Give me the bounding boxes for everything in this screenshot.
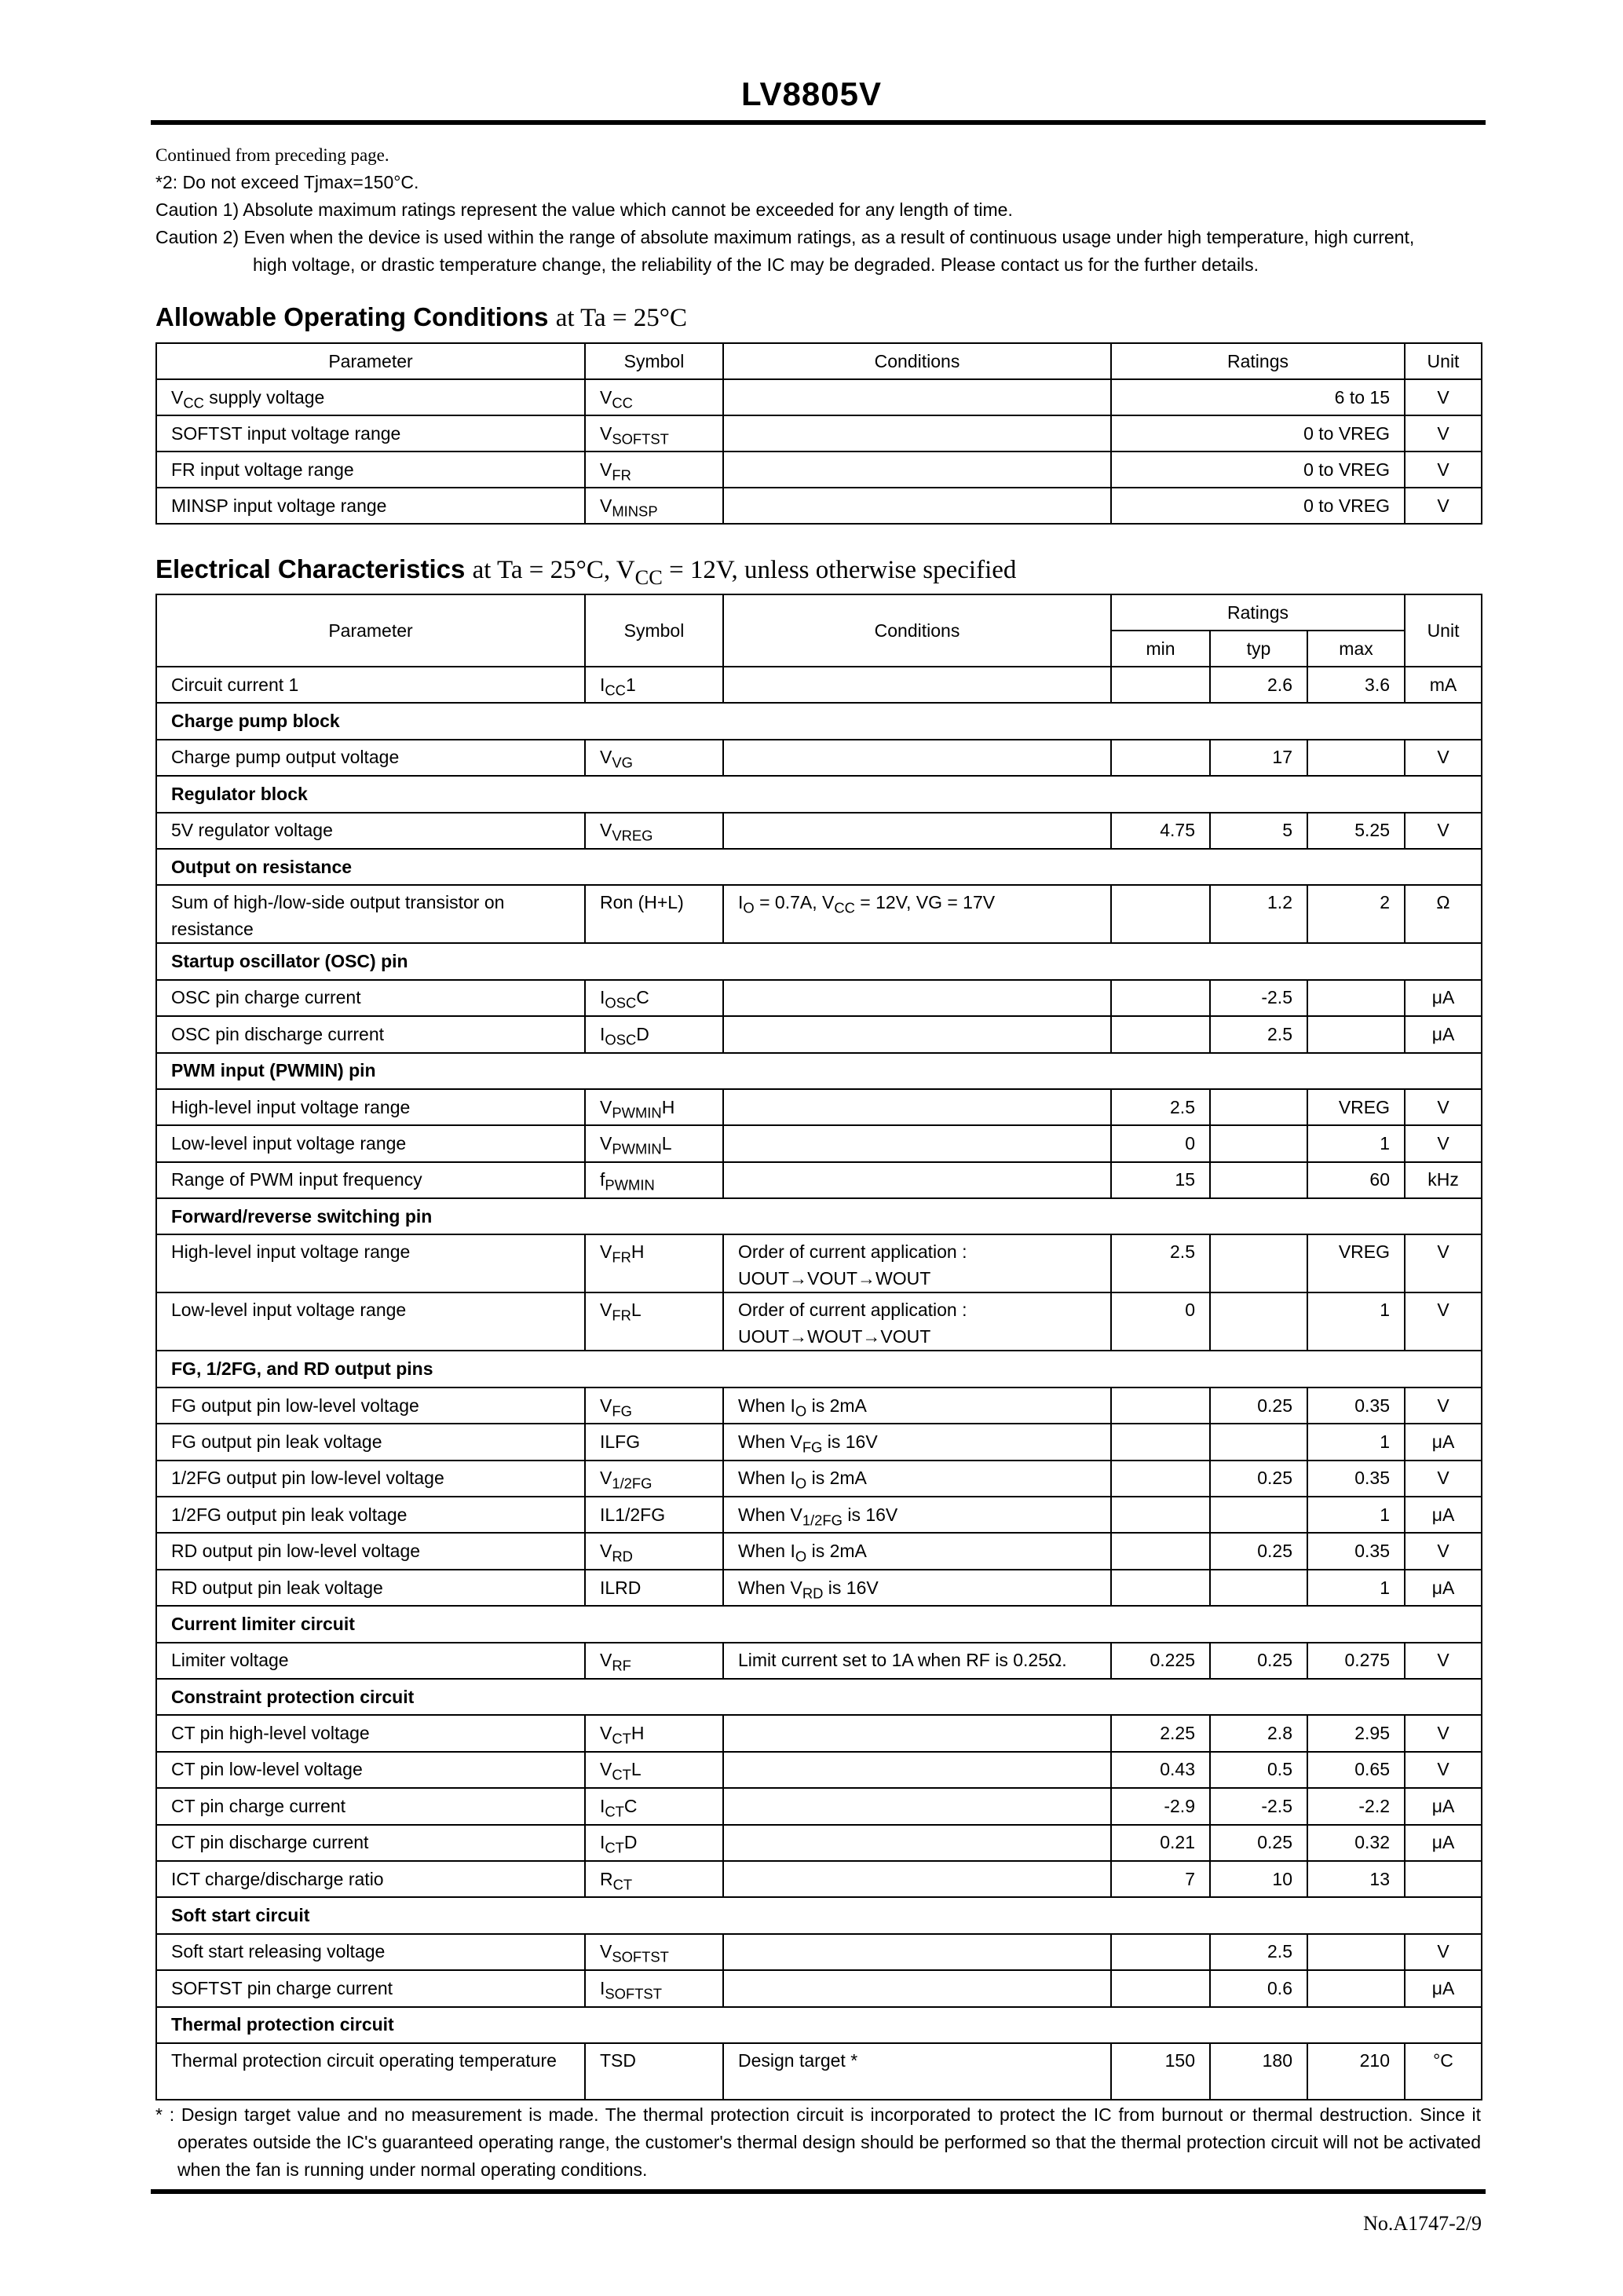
cell-cond xyxy=(723,1125,1111,1161)
cell-max: 1 xyxy=(1307,1292,1405,1351)
cell-cond xyxy=(723,379,1111,415)
cell-unit: V xyxy=(1405,1934,1482,1970)
cell-unit: μA xyxy=(1405,1497,1482,1533)
cell-cond xyxy=(723,452,1111,488)
cell-min: 0 xyxy=(1111,1292,1210,1351)
section-title: Current limiter circuit xyxy=(156,1606,1482,1642)
cell-cond xyxy=(723,1162,1111,1198)
cell-param: 1/2FG output pin leak voltage xyxy=(156,1497,585,1533)
cell-unit: μA xyxy=(1405,980,1482,1016)
table-row xyxy=(156,1715,1482,1751)
cell-min xyxy=(1111,1497,1210,1533)
cell-symbol: Ron (H+L) xyxy=(585,885,723,943)
cell-max: 1 xyxy=(1307,1424,1405,1460)
cell-param: CT pin low-level voltage xyxy=(156,1752,585,1788)
cell-typ xyxy=(1210,1292,1307,1351)
cell-symbol: $V_{SOFTST}$ xyxy=(585,1934,723,1970)
cell-cond xyxy=(723,1715,1111,1751)
cell-cond: When $I_O$ is 2mA xyxy=(723,1533,1111,1569)
cell-symbol: $I_{CT}C$ xyxy=(585,1788,723,1824)
allowable-header-ratings: Ratings xyxy=(1111,343,1405,379)
cell-min xyxy=(1111,1570,1210,1606)
section-row xyxy=(156,1606,1482,1642)
section-title: Forward/reverse switching pin xyxy=(156,1198,1482,1234)
table-row xyxy=(156,980,1482,1016)
table-row xyxy=(156,1089,1482,1125)
cell-symbol: $R_{CT}$ xyxy=(585,1861,723,1897)
allowable-heading-title: Allowable Operating Conditions xyxy=(155,302,549,331)
cell-min: -2.9 xyxy=(1111,1788,1210,1824)
section-title: FG, 1/2FG, and RD output pins xyxy=(156,1351,1482,1387)
header-rule xyxy=(151,120,1486,125)
cell-unit: μA xyxy=(1405,1016,1482,1052)
footnote-text: * : Design target value and no measurement is made. The thermal protection circuit is incorporated to protect the IC from burnout or thermal destruction. Since it operates outside the IC's guaranteed operating range, the customer's thermal design should be performed so that the thermal protection circuit will not be activated when the fan is running under normal operating conditions. xyxy=(155,2104,1481,2180)
section-row xyxy=(156,1351,1482,1387)
cell-param: $V_{CC}$ supply voltage xyxy=(156,379,585,415)
table-row xyxy=(156,415,1482,452)
cell-typ: -2.5 xyxy=(1210,1788,1307,1824)
cell-max: 0.32 xyxy=(1307,1825,1405,1861)
section-title: Regulator block xyxy=(156,776,1482,812)
table-row xyxy=(156,1570,1482,1606)
cell-unit: μA xyxy=(1405,1424,1482,1460)
cell-typ: 2.5 xyxy=(1210,1934,1307,1970)
cell-symbol: $f_{PWMIN}$ xyxy=(585,1162,723,1198)
cell-param: RD output pin leak voltage xyxy=(156,1570,585,1606)
cell-param: SOFTST input voltage range xyxy=(156,415,585,452)
table-row xyxy=(156,1825,1482,1861)
cell-max: 0.35 xyxy=(1307,1533,1405,1569)
cell-unit: mA xyxy=(1405,667,1482,703)
cell-typ: 2.5 xyxy=(1210,1016,1307,1052)
cell-unit: V xyxy=(1405,452,1482,488)
caution-1: Caution 1) Absolute maximum ratings represent the value which cannot be exceeded for any length of time. xyxy=(155,199,1013,220)
cell-max: 60 xyxy=(1307,1162,1405,1198)
section-row xyxy=(156,703,1482,739)
cell-param: CT pin charge current xyxy=(156,1788,585,1824)
cell-max: 2 xyxy=(1307,885,1405,943)
cell-min xyxy=(1111,1387,1210,1424)
table-row xyxy=(156,1387,1482,1424)
table-row xyxy=(156,1162,1482,1198)
cell-symbol: $V_{FG}$ xyxy=(585,1387,723,1424)
notes-block xyxy=(155,141,1490,279)
cell-cond xyxy=(723,1934,1111,1970)
header-ratings: Ratings xyxy=(1111,594,1405,631)
table-row xyxy=(156,1752,1482,1788)
cell-max xyxy=(1307,1970,1405,2006)
cell-typ xyxy=(1210,1234,1307,1292)
cell-param: Thermal protection circuit operating temperature xyxy=(156,2043,585,2100)
cell-symbol: $V_{PWMIN}H$ xyxy=(585,1089,723,1125)
section-row xyxy=(156,943,1482,979)
cell-cond xyxy=(723,667,1111,703)
cell-min: 0.43 xyxy=(1111,1752,1210,1788)
cell-min: 4.75 xyxy=(1111,813,1210,849)
table-row xyxy=(156,740,1482,776)
cell-symbol: $I_{OSC}C$ xyxy=(585,980,723,1016)
header-symbol: Symbol xyxy=(585,594,723,667)
cell-cond xyxy=(723,1788,1111,1824)
section-title: Constraint protection circuit xyxy=(156,1679,1482,1715)
cell-typ xyxy=(1210,1162,1307,1198)
cell-symbol: $I_{OSC}D$ xyxy=(585,1016,723,1052)
cell-unit: V xyxy=(1405,813,1482,849)
cell-unit: V xyxy=(1405,1292,1482,1351)
cell-max xyxy=(1307,980,1405,1016)
cell-typ: 0.25 xyxy=(1210,1533,1307,1569)
section-title: Output on resistance xyxy=(156,849,1482,885)
cell-typ xyxy=(1210,1497,1307,1533)
cell-unit: V xyxy=(1405,740,1482,776)
cell-rating: 0 to VREG xyxy=(1111,415,1405,452)
cell-rating: 6 to 15 xyxy=(1111,379,1405,415)
table-row xyxy=(156,1934,1482,1970)
cell-symbol: $V_{PWMIN}L$ xyxy=(585,1125,723,1161)
cell-min: 0 xyxy=(1111,1125,1210,1161)
section-title: Thermal protection circuit xyxy=(156,2007,1482,2043)
table-row xyxy=(156,2043,1482,2100)
allowable-table xyxy=(155,342,1482,525)
section-row xyxy=(156,1679,1482,1715)
cell-symbol: ILRD xyxy=(585,1570,723,1606)
cell-max xyxy=(1307,740,1405,776)
cell-unit: V xyxy=(1405,1089,1482,1125)
cell-typ: 0.25 xyxy=(1210,1825,1307,1861)
cell-symbol: TSD xyxy=(585,2043,723,2100)
cell-param: MINSP input voltage range xyxy=(156,488,585,524)
section-row xyxy=(156,1198,1482,1234)
table-row xyxy=(156,1533,1482,1569)
section-title: Soft start circuit xyxy=(156,1897,1482,1933)
cell-symbol: $V_{SOFTST}$ xyxy=(585,415,723,452)
cell-unit: μA xyxy=(1405,1825,1482,1861)
section-row xyxy=(156,1897,1482,1933)
section-row xyxy=(156,1053,1482,1089)
cell-min xyxy=(1111,885,1210,943)
header-unit: Unit xyxy=(1405,594,1482,667)
cell-max: 210 xyxy=(1307,2043,1405,2100)
table-row xyxy=(156,1016,1482,1052)
cell-max: 0.35 xyxy=(1307,1387,1405,1424)
continued-note: Continued from preceding page. xyxy=(155,145,389,165)
cell-unit: μA xyxy=(1405,1788,1482,1824)
section-title: Charge pump block xyxy=(156,703,1482,739)
cell-param: High-level input voltage range xyxy=(156,1234,585,1292)
cell-typ: 180 xyxy=(1210,2043,1307,2100)
cell-unit: V xyxy=(1405,379,1482,415)
cell-typ: -2.5 xyxy=(1210,980,1307,1016)
cell-unit: kHz xyxy=(1405,1162,1482,1198)
cell-typ xyxy=(1210,1570,1307,1606)
cell-symbol: $I_{CC}1$ xyxy=(585,667,723,703)
cell-min xyxy=(1111,1461,1210,1497)
cell-symbol: $I_{SOFTST}$ xyxy=(585,1970,723,2006)
cell-param: Circuit current 1 xyxy=(156,667,585,703)
cell-cond xyxy=(723,488,1111,524)
cell-max: 0.275 xyxy=(1307,1643,1405,1679)
table-row xyxy=(156,379,1482,415)
cell-max: VREG xyxy=(1307,1089,1405,1125)
allowable-header-conditions: Conditions xyxy=(723,343,1111,379)
cell-unit: V xyxy=(1405,1752,1482,1788)
cell-rating: 0 to VREG xyxy=(1111,452,1405,488)
cell-symbol: $V_{FR}H$ xyxy=(585,1234,723,1292)
cell-max: 3.6 xyxy=(1307,667,1405,703)
cell-param: FG output pin low-level voltage xyxy=(156,1387,585,1424)
cell-min: 15 xyxy=(1111,1162,1210,1198)
cell-cond xyxy=(723,1825,1111,1861)
table-row xyxy=(156,1643,1482,1679)
cell-cond xyxy=(723,980,1111,1016)
cell-typ: 10 xyxy=(1210,1861,1307,1897)
cell-min xyxy=(1111,1424,1210,1460)
allowable-heading xyxy=(155,302,687,333)
cell-min xyxy=(1111,740,1210,776)
cell-max: 0.65 xyxy=(1307,1752,1405,1788)
table-row xyxy=(156,1461,1482,1497)
cell-min xyxy=(1111,1970,1210,2006)
page-title: LV8805V xyxy=(741,75,882,112)
allowable-header-parameter: Parameter xyxy=(156,343,585,379)
allowable-header-symbol: Symbol xyxy=(585,343,723,379)
cell-param: CT pin discharge current xyxy=(156,1825,585,1861)
cell-typ xyxy=(1210,1424,1307,1460)
cell-cond: When $I_O$ is 2mA xyxy=(723,1461,1111,1497)
cell-min: 2.25 xyxy=(1111,1715,1210,1751)
cell-symbol: $V_{FR}$ xyxy=(585,452,723,488)
cell-param: FG output pin leak voltage xyxy=(156,1424,585,1460)
electrical-table xyxy=(155,594,1482,2100)
cell-cond: When $V_{FG}$ is 16V xyxy=(723,1424,1111,1460)
cell-param: High-level input voltage range xyxy=(156,1089,585,1125)
cell-param: OSC pin charge current xyxy=(156,980,585,1016)
cell-typ: 0.25 xyxy=(1210,1643,1307,1679)
cell-unit: V xyxy=(1405,1125,1482,1161)
cell-cond: When $V_{RD}$ is 16V xyxy=(723,1570,1111,1606)
cell-min xyxy=(1111,1533,1210,1569)
cell-symbol: $V_{VG}$ xyxy=(585,740,723,776)
cell-max: 5.25 xyxy=(1307,813,1405,849)
electrical-heading-title: Electrical Characteristics xyxy=(155,554,466,583)
cell-min: 2.5 xyxy=(1111,1234,1210,1292)
header-max: max xyxy=(1307,631,1405,667)
cell-rating: 0 to VREG xyxy=(1111,488,1405,524)
cell-cond: When $V_{1/2FG}$ is 16V xyxy=(723,1497,1111,1533)
header-parameter: Parameter xyxy=(156,594,585,667)
cell-unit: V xyxy=(1405,488,1482,524)
caution-2-line-2: high voltage, or drastic temperature change, the reliability of the IC may be degraded. Please contact us for the further details. xyxy=(253,254,1259,275)
cell-symbol: $V_{1/2FG}$ xyxy=(585,1461,723,1497)
cell-unit: Ω xyxy=(1405,885,1482,943)
cell-typ: 5 xyxy=(1210,813,1307,849)
cell-min: 150 xyxy=(1111,2043,1210,2100)
cell-param: Low-level input voltage range xyxy=(156,1292,585,1351)
cell-cond xyxy=(723,1016,1111,1052)
cell-unit: V xyxy=(1405,415,1482,452)
cell-unit: V xyxy=(1405,1643,1482,1679)
cell-max: 2.95 xyxy=(1307,1715,1405,1751)
table-row xyxy=(156,1424,1482,1460)
cell-cond xyxy=(723,813,1111,849)
cell-unit: V xyxy=(1405,1387,1482,1424)
cell-param: 1/2FG output pin low-level voltage xyxy=(156,1461,585,1497)
footer-rule xyxy=(151,2189,1486,2194)
cell-symbol: $V_{RF}$ xyxy=(585,1643,723,1679)
cell-unit: V xyxy=(1405,1234,1482,1292)
cell-param: Limiter voltage xyxy=(156,1643,585,1679)
table-row xyxy=(156,1292,1482,1351)
cell-max: 0.35 xyxy=(1307,1461,1405,1497)
cell-cond xyxy=(723,1970,1111,2006)
cell-unit: °C xyxy=(1405,2043,1482,2100)
cell-max xyxy=(1307,1934,1405,1970)
cell-typ: 0.25 xyxy=(1210,1461,1307,1497)
cell-max: 13 xyxy=(1307,1861,1405,1897)
cell-unit: V xyxy=(1405,1461,1482,1497)
allowable-header-unit: Unit xyxy=(1405,343,1482,379)
cell-param: Low-level input voltage range xyxy=(156,1125,585,1161)
cell-param: SOFTST pin charge current xyxy=(156,1970,585,2006)
section-row xyxy=(156,849,1482,885)
cell-typ: 0.5 xyxy=(1210,1752,1307,1788)
cell-param: ICT charge/discharge ratio xyxy=(156,1861,585,1897)
allowable-heading-sub: at Ta = 25°C xyxy=(555,304,687,332)
cell-typ xyxy=(1210,1125,1307,1161)
cell-cond xyxy=(723,1752,1111,1788)
cell-param: Range of PWM input frequency xyxy=(156,1162,585,1198)
cell-min xyxy=(1111,1934,1210,1970)
cell-typ: 0.25 xyxy=(1210,1387,1307,1424)
cell-cond xyxy=(723,415,1111,452)
cell-symbol: $V_{FR}L$ xyxy=(585,1292,723,1351)
section-title: Startup oscillator (OSC) pin xyxy=(156,943,1482,979)
cell-max xyxy=(1307,1016,1405,1052)
header-typ: typ xyxy=(1210,631,1307,667)
cell-param: Soft start releasing voltage xyxy=(156,1934,585,1970)
cell-unit: V xyxy=(1405,1715,1482,1751)
cell-min xyxy=(1111,667,1210,703)
cell-symbol: $I_{CT}D$ xyxy=(585,1825,723,1861)
header-conditions: Conditions xyxy=(723,594,1111,667)
note-2: *2: Do not exceed Tjmax=150°C. xyxy=(155,172,419,192)
cell-typ: 2.8 xyxy=(1210,1715,1307,1751)
cell-typ: 2.6 xyxy=(1210,667,1307,703)
cell-typ: 0.6 xyxy=(1210,1970,1307,2006)
cell-symbol: $V_{VREG}$ xyxy=(585,813,723,849)
cell-symbol: ILFG xyxy=(585,1424,723,1460)
cell-cond xyxy=(723,1089,1111,1125)
table-row xyxy=(156,1125,1482,1161)
cell-param: RD output pin low-level voltage xyxy=(156,1533,585,1569)
cell-min: 0.21 xyxy=(1111,1825,1210,1861)
cell-unit: V xyxy=(1405,1533,1482,1569)
table-row xyxy=(156,1970,1482,2006)
table-row xyxy=(156,885,1482,943)
cell-max: 1 xyxy=(1307,1125,1405,1161)
cell-cond xyxy=(723,740,1111,776)
electrical-heading xyxy=(155,554,1017,589)
cell-max: 1 xyxy=(1307,1497,1405,1533)
cell-max: VREG xyxy=(1307,1234,1405,1292)
cell-param: OSC pin discharge current xyxy=(156,1016,585,1052)
cell-cond xyxy=(723,1861,1111,1897)
cell-cond: When $I_O$ is 2mA xyxy=(723,1387,1111,1424)
cell-param: 5V regulator voltage xyxy=(156,813,585,849)
footnote xyxy=(155,2101,1481,2184)
cell-symbol: $V_{MINSP}$ xyxy=(585,488,723,524)
cell-param: Charge pump output voltage xyxy=(156,740,585,776)
cell-symbol: $V_{CT}H$ xyxy=(585,1715,723,1751)
table-row xyxy=(156,1861,1482,1897)
cell-param: Sum of high-/low-side output transistor on resistance xyxy=(156,885,585,943)
cell-max: 1 xyxy=(1307,1570,1405,1606)
table-row xyxy=(156,813,1482,849)
cell-unit: μA xyxy=(1405,1570,1482,1606)
cell-cond: Design target * xyxy=(723,2043,1111,2100)
electrical-heading-sub: at Ta = 25°C, $V_{CC} = 12V$, unless otherwise specified xyxy=(472,556,1017,589)
cell-cond: Limit current set to 1A when RF is 0.25Ω. xyxy=(723,1643,1111,1679)
cell-min: 2.5 xyxy=(1111,1089,1210,1125)
cell-min: 7 xyxy=(1111,1861,1210,1897)
document-number: No.A1747-2/9 xyxy=(1363,2212,1482,2235)
cell-cond: Order of current application : UOUT→WOUT→VOUT xyxy=(723,1292,1111,1351)
cell-min: 0.225 xyxy=(1111,1643,1210,1679)
cell-unit: μA xyxy=(1405,1970,1482,2006)
cell-typ: 1.2 xyxy=(1210,885,1307,943)
cell-cond: Order of current application : UOUT→VOUT→WOUT xyxy=(723,1234,1111,1292)
cell-max: -2.2 xyxy=(1307,1788,1405,1824)
caution-2-line-1: Caution 2) Even when the device is used within the range of absolute maximum ratings, as a result of continuous usage under high temperature, high current, xyxy=(155,227,1415,247)
table-row xyxy=(156,1497,1482,1533)
cell-min xyxy=(1111,980,1210,1016)
cell-symbol: $V_{CT}L$ xyxy=(585,1752,723,1788)
cell-cond: $I_O = 0.7A$, $V_{CC} = 12V$, VG = 17V xyxy=(723,885,1111,943)
table-row xyxy=(156,488,1482,524)
table-row xyxy=(156,667,1482,703)
cell-unit xyxy=(1405,1861,1482,1897)
section-row xyxy=(156,776,1482,812)
table-row xyxy=(156,1234,1482,1292)
cell-typ xyxy=(1210,1089,1307,1125)
header-min: min xyxy=(1111,631,1210,667)
cell-min xyxy=(1111,1016,1210,1052)
section-row xyxy=(156,2007,1482,2043)
section-title: PWM input (PWMIN) pin xyxy=(156,1053,1482,1089)
cell-symbol: $V_{RD}$ xyxy=(585,1533,723,1569)
cell-param: FR input voltage range xyxy=(156,452,585,488)
cell-param: CT pin high-level voltage xyxy=(156,1715,585,1751)
cell-symbol: IL1/2FG xyxy=(585,1497,723,1533)
cell-typ: 17 xyxy=(1210,740,1307,776)
table-row xyxy=(156,452,1482,488)
table-row xyxy=(156,1788,1482,1824)
cell-symbol: $V_{CC}$ xyxy=(585,379,723,415)
